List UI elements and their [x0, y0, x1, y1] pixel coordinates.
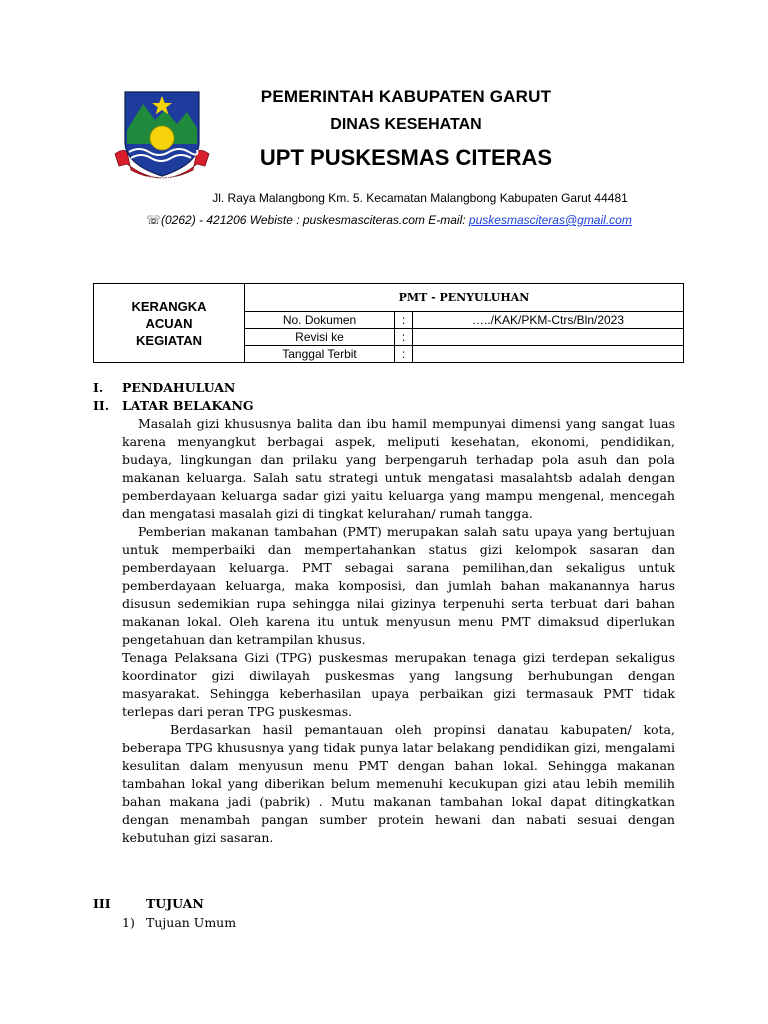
section-3-title: TUJUAN: [146, 896, 204, 911]
header-line2: DINAS KESEHATAN: [330, 116, 482, 133]
logo-motto-text: SAUYUNAN TENGTREM KERJA KAWALA: [117, 177, 207, 182]
section-2-title: LATAR BELAKANG: [122, 398, 254, 413]
paragraph: Tenaga Pelaksana Gizi (TPG) puskesmas merupakan tenaga gizi terdepan sekaligus koordinator gizi diwilayah puskesmas yang langsung berhubungan dengan masyarakat. Sehingga keberhasilan upaya perbaikan gizi termasauk PMT tidak terlepas dari peran TPG puskesmas.: [122, 650, 675, 719]
header-address: Jl. Raya Malangbong Km. 5. Kecamatan Malangbong Kabupaten Garut 44481: [212, 191, 628, 205]
document-info-table: [93, 283, 684, 363]
section-1-title: PENDAHULUAN: [122, 380, 236, 395]
activity-title: PMT - PENYULUHAN: [245, 284, 684, 312]
row-value-revisi: [413, 329, 684, 346]
section-2-body: [122, 415, 675, 847]
section-2-number: II.: [93, 398, 110, 413]
header-line3: UPT PUSKESMAS CITERAS: [259, 145, 553, 170]
header-line1: PEMERINTAH KABUPATEN GARUT: [260, 87, 552, 106]
row-colon: :: [395, 346, 413, 363]
row-label-revisi: Revisi ke: [245, 329, 395, 346]
list-item-number: 1): [122, 915, 135, 930]
kerangka-title-2: ACUAN: [145, 315, 193, 331]
header-contact: [146, 213, 632, 227]
row-colon: :: [395, 312, 413, 329]
kerangka-title-1: KERANGKA: [131, 298, 207, 314]
paragraph: Masalah gizi khususnya balita dan ibu hamil mempunyai dimensi yang sangat luas karena menyangkut berbagai aspek, meliputi kesehatan, ekonomi, pendidikan, budaya, lingkungan dan prilaku yang berpengaruh terhadap pola asuh dan pola makanan keluarga. Salah satu strategi untuk mengatasi masalahtsb adalah dengan pemberdayaan keluarga sadar gizi yaitu keluarga yang mampu mengenal, mencegah dan mengatasi masalah gizi di tingkat kelurahan/ rumah tangga.: [122, 416, 675, 521]
row-value-no-dokumen: …../KAK/PKM-Ctrs/Bln/2023: [413, 312, 684, 329]
kabupaten-garut-logo: [113, 86, 211, 194]
email-link[interactable]: puskesmasciteras@gmail.com: [468, 213, 632, 227]
paragraph: Pemberian makanan tambahan (PMT) merupakan salah satu upaya yang bertujuan untuk memperbaiki dan mempertahankan status gizi kelompok sasaran dan pemberdayaan keluarga. PMT sebagai sarana pemilihan,dan sekaligus untuk pemberdayaan keluarga, maka komposisi, dan jumlah bahan makanannya harus disusun sedemikian rupa sehingga nilai gizinya terpenuhi serta terbuat dari bahan makanan lokal. Oleh karena itu untuk menyusun menu PMT dimaksud diperlukan pengetahuan dan ketrampilan khusus.: [122, 524, 675, 647]
row-label-tanggal-terbit: Tanggal Terbit: [245, 346, 395, 363]
paragraph: Berdasarkan hasil pemantauan oleh propinsi danatau kabupaten/ kota, beberapa TPG khususnya yang tidak punya latar belakang pendidikan gizi, mengalami kesulitan dalam menyusun menu PMT dengan bahan lokal. Sehingga makanan tambahan lokal yang diberikan belum memenuhi kecukupan gizi atau lebih memilih bahan makana jadi (pabrik) . Mutu makanan tambahan lokal dapat ditingkatkan dengan menambah pangan sumber protein hewani dan nabati sesuai dengan kebutuhan gizi sasaran.: [122, 722, 675, 845]
kerangka-acuan-cell: [94, 284, 245, 363]
section-1-number: I.: [93, 380, 104, 395]
contact-text: (0262) - 421206 Webiste : puskesmasciteras.com E-mail:: [161, 213, 469, 227]
phone-icon: ☏: [146, 213, 162, 227]
row-colon: :: [395, 329, 413, 346]
section-3-number: III: [93, 896, 111, 911]
row-value-tanggal-terbit: [413, 346, 684, 363]
row-label-no-dokumen: No. Dokumen: [245, 312, 395, 329]
list-item-text: Tujuan Umum: [146, 915, 237, 930]
kerangka-title-3: KEGIATAN: [136, 332, 202, 348]
